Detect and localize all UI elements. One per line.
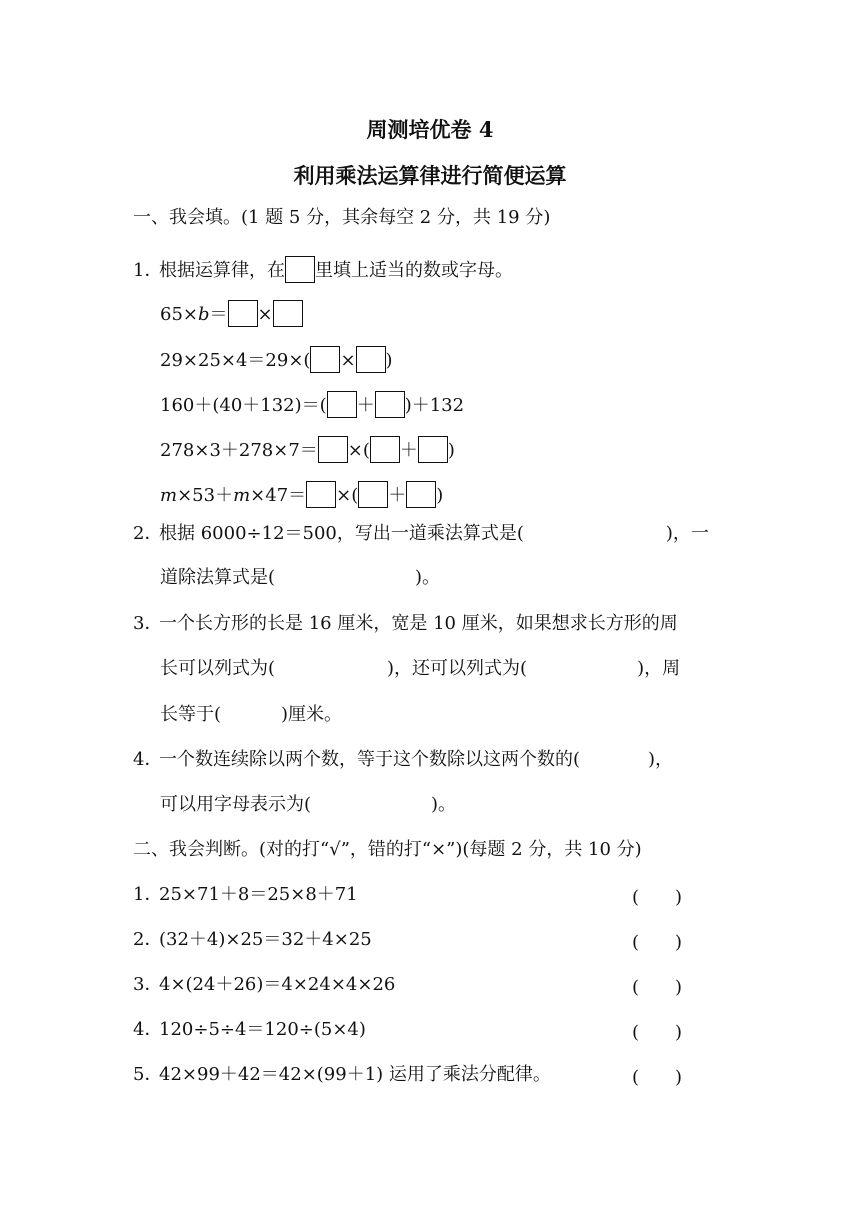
row3-end: )＋132	[404, 395, 465, 416]
answer-box[interactable]	[375, 391, 405, 418]
q1-text-a: 根据运算律，在	[159, 260, 285, 281]
answer-box[interactable]	[228, 300, 258, 327]
row3-plus: ＋	[356, 395, 375, 416]
q3-text-d: )，周	[637, 658, 681, 679]
page-subtitle: 利用乘法运算律进行简便运算	[293, 163, 567, 188]
row2-a: 29×25×4＝29×(	[160, 350, 311, 371]
q2-line2	[160, 566, 440, 590]
judge-answer-paren[interactable]: ( )	[632, 977, 683, 998]
row5-plus: ＋	[388, 485, 407, 506]
judge-item-2	[133, 928, 372, 952]
q4-line2	[160, 793, 456, 817]
q3-text-a: 一个长方形的长是 16 厘米，宽是 10 厘米，如果想求长方形的周	[159, 613, 678, 634]
q2-text-c: 道除法算式是(	[160, 567, 276, 588]
row1-c: ＝	[209, 304, 228, 325]
row3-a: 160＋(40＋132)＝(	[160, 395, 327, 416]
answer-box[interactable]	[327, 391, 357, 418]
answer-box[interactable]	[273, 300, 303, 327]
answer-box[interactable]	[356, 346, 386, 373]
q2-number: 2．	[133, 523, 163, 544]
row2-times: ×	[340, 350, 356, 371]
row1-a: 65×	[160, 304, 198, 325]
q2-text-b: )，一	[665, 523, 709, 544]
q3-text-e: 长等于(	[160, 704, 222, 725]
row5-m2: m	[233, 485, 251, 506]
row5-end: )	[436, 485, 444, 506]
judge-answer-paren[interactable]: ( )	[632, 887, 683, 908]
answer-box[interactable]	[406, 481, 436, 508]
q4-text-d: )。	[431, 794, 457, 815]
row1-b: b	[198, 304, 210, 325]
row2-end: )	[385, 350, 393, 371]
judge-text: 120÷5÷4＝120÷(5×4)	[159, 1019, 366, 1040]
judge-number: 3．	[133, 974, 163, 995]
judge-item-3	[133, 973, 395, 997]
section2-heading: 二、我会判断。(对的打“√”，错的打“×”)(每题 2 分，共 10 分)	[133, 839, 642, 860]
answer-box[interactable]	[418, 436, 448, 463]
row5-m1: m	[160, 485, 178, 506]
q4-text-c: 可以用字母表示为(	[160, 794, 312, 815]
judge-item-1	[133, 883, 358, 907]
row4-a: 278×3＋278×7＝	[160, 440, 318, 461]
row4-end: )	[447, 440, 455, 461]
q1-row2	[160, 346, 393, 373]
q2-line1	[133, 522, 709, 546]
q1-row1	[160, 300, 303, 327]
q3-text-f: )厘米。	[281, 704, 343, 725]
q2-text-a: 根据 6000÷12＝500，写出一道乘法算式是(	[159, 523, 524, 544]
q1-row3	[160, 391, 464, 418]
judge-number: 4．	[133, 1019, 163, 1040]
judge-answer-paren[interactable]: ( )	[632, 1022, 683, 1043]
q1-row5	[160, 481, 443, 508]
judge-number: 1．	[133, 884, 163, 905]
answer-box[interactable]	[306, 481, 336, 508]
q3-line3	[160, 703, 342, 727]
q3-number: 3．	[133, 613, 163, 634]
row4-plus: ＋	[399, 440, 418, 461]
q3-line1	[133, 612, 678, 636]
q3-line2	[160, 657, 680, 681]
q1-line	[133, 256, 513, 283]
judge-number: 2．	[133, 929, 163, 950]
q4-text-a: 一个数连续除以两个数，等于这个数除以这两个数的(	[159, 749, 581, 770]
q1-number: 1．	[133, 260, 163, 281]
row4-times: ×(	[347, 440, 370, 461]
q4-number: 4．	[133, 749, 163, 770]
row5-times: ×(	[336, 485, 359, 506]
judge-text: 4×(24＋26)＝4×24×4×26	[159, 974, 396, 995]
answer-box-legend	[285, 256, 315, 283]
answer-box[interactable]	[358, 481, 388, 508]
answer-box[interactable]	[310, 346, 340, 373]
judge-item-4	[133, 1018, 366, 1042]
q3-text-b: 长可以列式为(	[160, 658, 276, 679]
judge-text: 25×71＋8＝25×8＋71	[159, 884, 358, 905]
q4-text-b: )，	[648, 749, 674, 770]
judge-answer-paren[interactable]: ( )	[632, 932, 683, 953]
row5-b: ×47＝	[250, 485, 307, 506]
page-title: 周测培优卷 4	[366, 117, 494, 142]
judge-text: 42×99＋42＝42×(99＋1) 运用了乘法分配律。	[159, 1064, 551, 1085]
q1-row4	[160, 436, 455, 463]
judge-answer-paren[interactable]: ( )	[632, 1067, 683, 1088]
q1-text-b: 里填上适当的数或字母。	[315, 260, 513, 281]
judge-number: 5．	[133, 1064, 163, 1085]
q2-text-d: )。	[415, 567, 441, 588]
judge-text: (32＋4)×25＝32＋4×25	[159, 929, 372, 950]
row5-a: ×53＋	[177, 485, 234, 506]
row1-times: ×	[257, 304, 273, 325]
judge-item-5	[133, 1063, 551, 1087]
section1-heading: 一、我会填。(1 题 5 分，其余每空 2 分，共 19 分)	[133, 207, 551, 228]
q3-text-c: )，还可以列式为(	[387, 658, 528, 679]
answer-box[interactable]	[370, 436, 400, 463]
answer-box[interactable]	[318, 436, 348, 463]
q4-line1	[133, 748, 673, 772]
